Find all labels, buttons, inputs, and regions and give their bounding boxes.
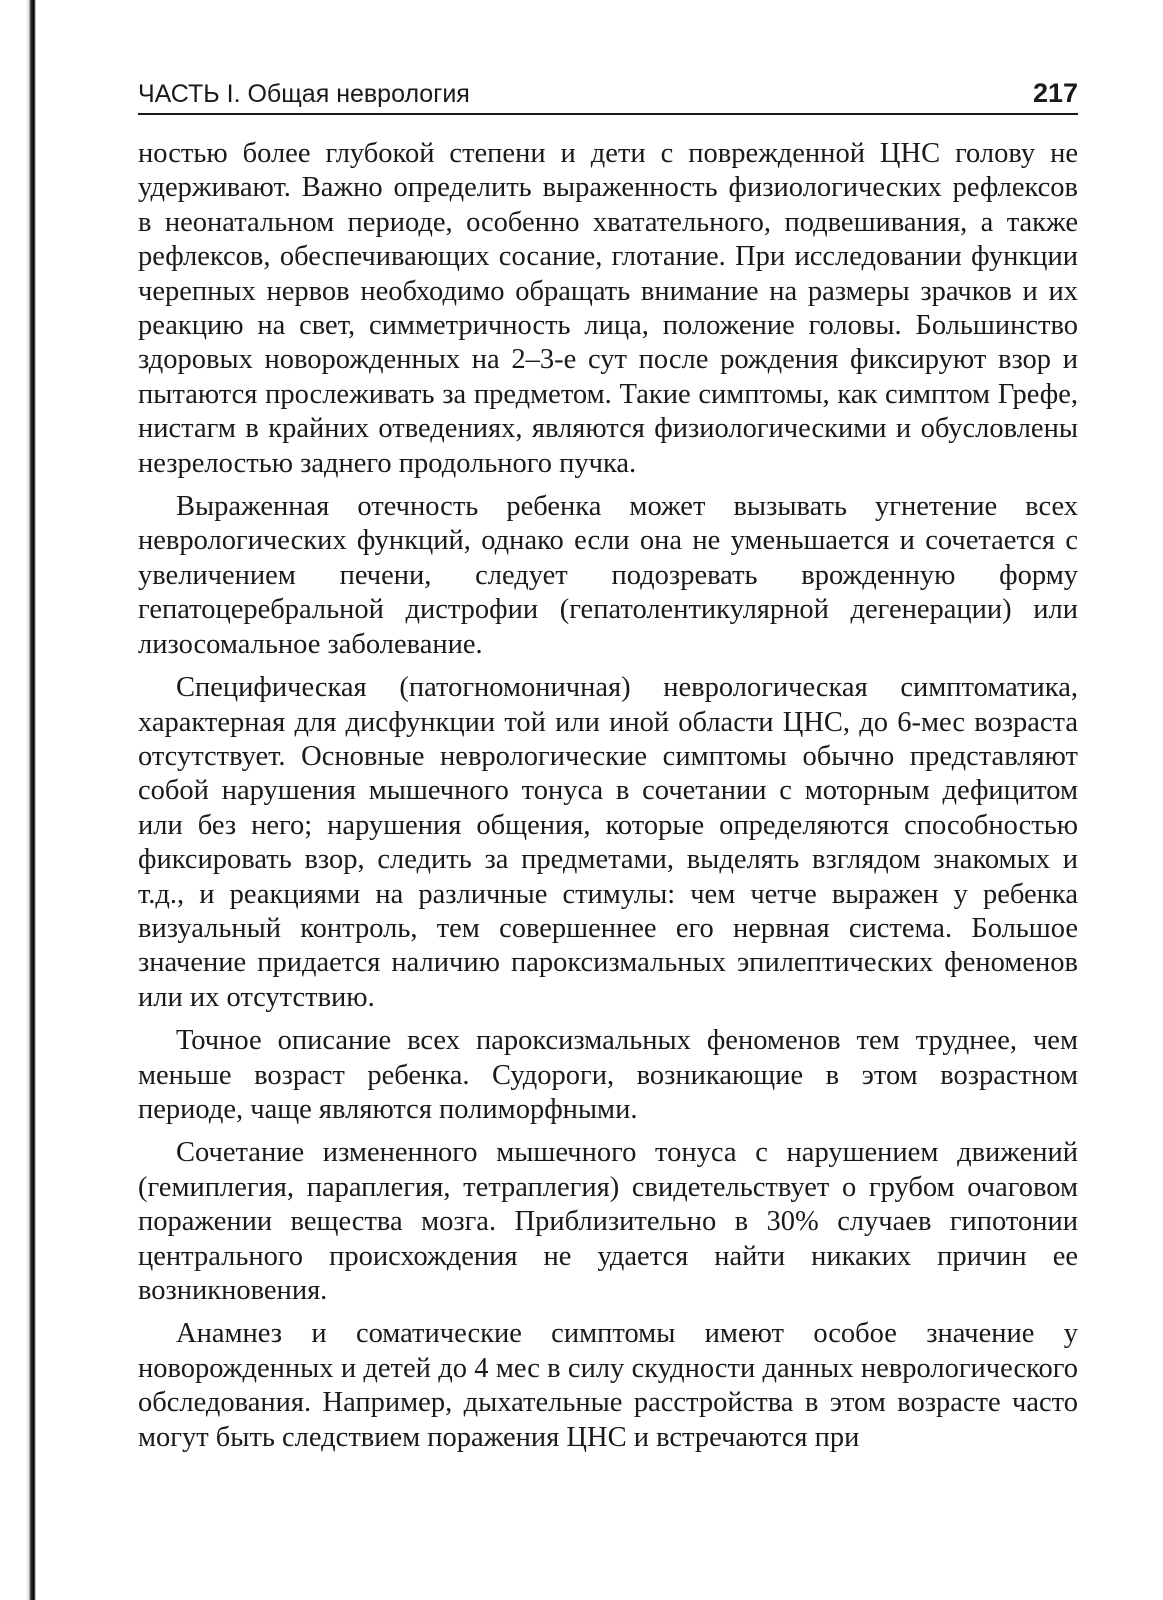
book-binding-edge xyxy=(0,0,36,1600)
paragraph-2: Выраженная отечность ребенка может вызывать угнетение всех неврологических функций, однако если она не уменьшается и сочетается с увеличением печени, следует подозревать врожденную форму гепатоцеребральной дистрофии (гепатолентикулярной дегенерации) или лизосомальное заболевание. xyxy=(138,491,1078,660)
book-page xyxy=(138,78,1078,1464)
paragraph-5: Сочетание измененного мышечного тонуса с нарушением движений (гемиплегия, параплегия, тетраплегия) свидетельствует о грубом очаговом поражении вещества мозга. Приблизительно в 30% случаев гипотонии центрального происхождения не удается найти никаких причин ее возникновения. xyxy=(138,1137,1078,1306)
chapter-title: ЧАСТЬ I. Общая неврология xyxy=(138,80,470,108)
paragraph-6: Анамнез и соматические симптомы имеют особое значение у новорожденных и детей до 4 мес в силу скудности данных неврологического обследования. Например, дыхательные расстройства в этом возрасте часто могут быть следствием поражения ЦНС и встречаются при xyxy=(138,1318,1078,1453)
page-number: 217 xyxy=(1032,78,1078,108)
paragraph-1: ностью более глубокой степени и дети с поврежденной ЦНС голову не удерживают. Важно определить выраженность физиологических рефлексов в неонатальном периоде, особенно хватательного, подвешивания, а также рефлексов, обеспечивающих сосание, глотание. При исследовании функции черепных нервов необходимо обращать внимание на размеры зрачков и их реакцию на свет, симметричность лица, положение головы. Большинство здоровых новорожденных на 2–3-е сут после рождения фиксируют взор и пытаются прослеживать за предметом. Такие симптомы, как симптом Грефе, нистагм в крайних отведениях, являются физиологическими и обусловлены незрелостью заднего продольного пучка. xyxy=(138,138,1078,479)
paragraph-3: Специфическая (патогномоничная) неврологическая симптоматика, характерная для дисфункции той или иной области ЦНС, до 6-мес возраста отсутствует. Основные неврологические симптомы обычно представляют собой нарушения мышечного тонуса в сочетании с моторным дефицитом или без него; нарушения общения, которые определяются способностью фиксировать взор, следить за предметами, выделять взглядом знакомых и т.д., и реакциями на различные стимулы: чем четче выражен у ребенка визуальный контроль, тем совершеннее его нервная система. Большое значение придается наличию пароксизмальных эпилептических феноменов или их отсутствию. xyxy=(138,672,1078,1013)
body-text xyxy=(138,137,1078,1455)
running-header xyxy=(138,78,1078,115)
paragraph-4: Точное описание всех пароксизмальных феноменов тем труднее, чем меньше возраст ребенка. Судороги, возникающие в этом возрастном периоде, чаще являются полиморфными. xyxy=(138,1025,1078,1125)
